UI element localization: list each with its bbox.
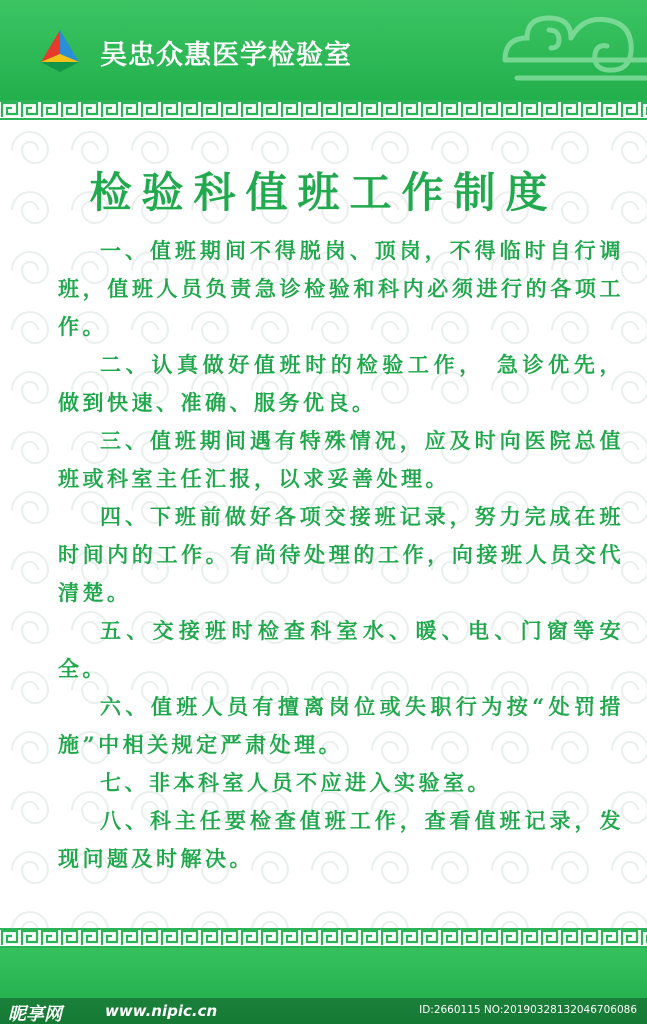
rule-item: 三、值班期间遇有特殊情况，应及时向医院总值班或科室主任汇报，以求妥善处理。: [58, 428, 624, 491]
rule-item: 七、非本科室人员不应进入实验室。: [100, 770, 492, 795]
document-title: 检验科值班工作制度: [89, 168, 558, 217]
rule-item: 六、值班人员有擅离岗位或失职行为按“处罚措施”中相关规定严肃处理。: [58, 694, 624, 757]
rules-list: [58, 232, 624, 878]
rule-item: 一、值班期间不得脱岗、顶岗，不得临时自行调班，值班人员负责急诊检验和科内必须进行的各项工作。: [58, 238, 624, 339]
document-body: [0, 120, 647, 928]
tri-color-triangle-logo-icon: [38, 28, 82, 74]
footer-bar: [0, 948, 647, 1024]
rule-item: 八、科主任要检查值班工作，查看值班记录，发现问题及时解决。: [58, 808, 624, 871]
watermark-strip: [0, 998, 647, 1024]
rule-item: 二、认真做好值班时的检验工作， 急诊优先，做到快速、准确、服务优良。: [58, 352, 624, 415]
header-bar: [0, 0, 647, 100]
watermark-id: ID:2660115 NO:20190328132046706086: [419, 1004, 637, 1016]
rule-item: 四、下班前做好各项交接班记录，努力完成在班时间内的工作。有尚待处理的工作，向接班人员交代清楚。: [58, 504, 624, 605]
org-name: 吴忠众惠医学检验室: [100, 40, 352, 71]
meander-border-top: [0, 100, 647, 120]
watermark-logo: 昵享网: [8, 1004, 62, 1025]
watermark-site: www.nipic.cn: [105, 1002, 218, 1020]
rule-item: 五、交接班时检查科室水、暖、电、门窗等安全。: [58, 618, 624, 681]
meander-border-bottom: [0, 928, 647, 948]
auspicious-cloud-icon: [497, 0, 647, 92]
